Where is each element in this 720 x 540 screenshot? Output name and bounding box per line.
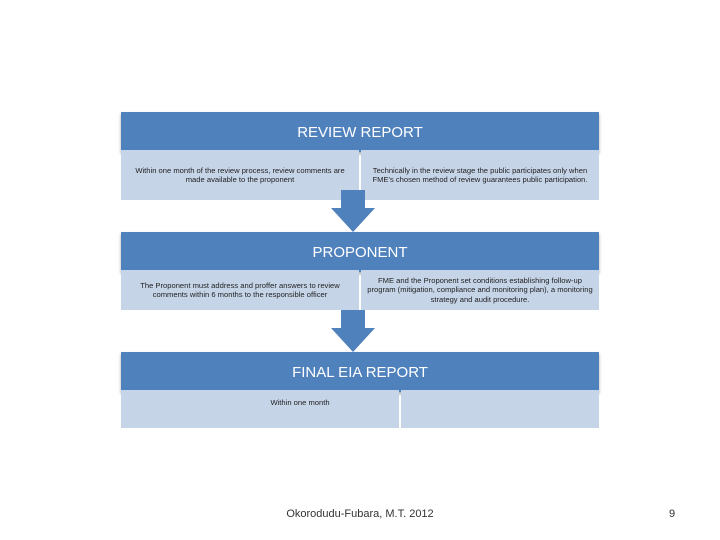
stage-detail-left: The Proponent must address and proffer answers to review comments within 6 months to the responsible officer bbox=[121, 270, 359, 310]
stage-details bbox=[121, 270, 599, 310]
stage-detail-left: Within one month of the review process, review comments are made available to the proponent bbox=[121, 150, 359, 200]
down-arrow-icon bbox=[331, 310, 375, 352]
page-number: 9 bbox=[668, 508, 676, 520]
stage-details bbox=[121, 390, 599, 428]
stage-detail-right: Technically in the review stage the public participates only when FME's chosen method of review guarantees public participation. bbox=[361, 150, 599, 200]
slide-footer: Okorodudu-Fubara, M.T. 2012 bbox=[286, 508, 434, 520]
stage-title: FINAL EIA REPORT bbox=[121, 352, 599, 392]
down-arrow-icon bbox=[331, 190, 375, 232]
stage-detail-right: FME and the Proponent set conditions establishing follow-up program (mitigation, compliance and monitoring plan), a monitoring strategy and audit procedure. bbox=[361, 270, 599, 310]
stage-title: REVIEW REPORT bbox=[121, 112, 599, 152]
stage-detail-left: Within one month bbox=[121, 390, 399, 428]
stage-detail-right bbox=[401, 390, 599, 428]
stage-title: PROPONENT bbox=[121, 232, 599, 272]
